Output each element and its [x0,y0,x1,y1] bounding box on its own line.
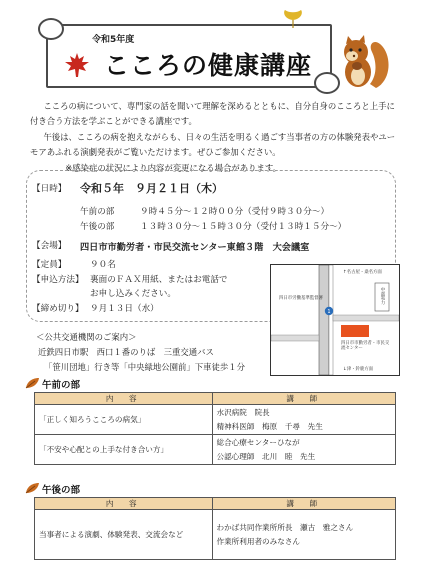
deadline-value: ９月１３日（水） [90,304,159,314]
public-transit-info [26,330,245,375]
maple-leaf-icon [64,52,90,78]
apply-value-cont: お申し込みください。 [90,289,176,299]
table-row [35,405,396,435]
deadline-label: 【締め切り】 [32,304,84,314]
lecturer-name: 作業所利用者のみなさん [216,536,301,546]
table-row [35,510,396,560]
map-venue-label: 四日市市勤労者・市民交流センター [341,341,390,352]
intro-text [30,99,400,176]
venue-label: 【会場】 [32,241,67,251]
map-south-label: ↓津・鈴鹿方面 [343,367,374,372]
venue-value: 四日市市勤労者・市民交流センター東館３階 大会議室 [80,242,310,253]
intro-paragraph: 午後は、こころの病を抱えながらも、日々の生活を明るく過ごす当事者の方の体験発表やユーモアあふれる演劇発表がご覧いただけます。ぜひご参加ください。 [30,131,396,158]
content-cell: 「正しく知ろうこころの病気」 [35,405,213,435]
column-header: 講 師 [212,393,396,405]
date-value: 令和５年 ９月２１日（木） [80,182,223,195]
scroll-curl-icon [38,18,64,40]
lecturer-affiliation: 総合心療センターひなが [216,437,300,447]
access-line: 「笹川団地」行き等「中央緑地公園前」下車徒歩１分 [44,362,245,372]
morning-heading: 午前の部 [42,380,81,391]
route-number-icon: 1 [327,309,331,315]
capacity-value: ９０名 [90,260,116,270]
access-line: 近鉄四日市駅 西口１番のりば 三重交通バス [38,347,214,357]
lecturer-cell [212,405,396,435]
lecturer-affiliation: わかば共同作業所所長 瀬古 雅之さん [216,522,354,532]
am-session-time: ９時４５分～１２時００分（受付９時３０分～） [140,207,330,217]
am-session-label: 午前の部 [80,207,115,217]
column-header: 内 容 [35,393,213,405]
content-cell: 「不安や心配との上手な付き合い方」 [35,435,213,465]
ginkgo-leaf-icon [282,8,304,30]
capacity-label: 【定員】 [32,260,67,270]
lecturer-name: 精神科医師 梅原 千尋 先生 [216,421,323,431]
access-heading: ＜公共交通機関のご案内＞ [36,332,137,342]
lecturer-name: 公認心理師 北川 睦 先生 [216,451,316,461]
column-header: 講 師 [212,498,396,510]
intro-paragraph: こころの病について、専門家の話を聞いて理解を深めるとともに、自分自身のこころと上手に付き合う方法を学ぶことができる講座です。 [30,101,395,127]
lecturer-affiliation: 水沢病院 院長 [216,407,270,417]
apply-label: 【申込方法】 [32,275,84,285]
venue-map [270,264,400,376]
pm-session-label: 午後の部 [80,222,115,232]
page-title: こころの健康講座 [104,51,313,80]
pm-session-time: １３時３０分～１５時３０分（受付１３時１５分～） [140,222,347,232]
morning-schedule-table [34,392,396,465]
fiscal-year: 令和5年度 [92,35,135,45]
date-label: 【日時】 [32,184,67,194]
notice-text: ※感染症の状況により内容が変更になる場合があります。 [65,162,281,173]
column-header: 内 容 [35,498,213,510]
map-side-label: 中部電力 [380,287,385,305]
title-banner [46,24,332,88]
map-office-label: 四日市労働基準監督署 [279,296,323,301]
autumn-leaf-icon [24,481,40,495]
apply-value: 裏面のＦＡＸ用紙、またはお電話で [90,275,228,285]
lecturer-cell [212,510,396,560]
afternoon-schedule-table [34,497,396,560]
map-north-label: ↑名古屋・桑名方面 [343,270,382,275]
squirrel-illustration-icon [332,30,390,90]
afternoon-heading: 午後の部 [42,485,81,496]
content-cell: 当事者による演劇、体験発表、交流会など [35,510,213,560]
autumn-leaf-icon [24,376,40,390]
lecturer-cell [212,435,396,465]
table-row [35,435,396,465]
